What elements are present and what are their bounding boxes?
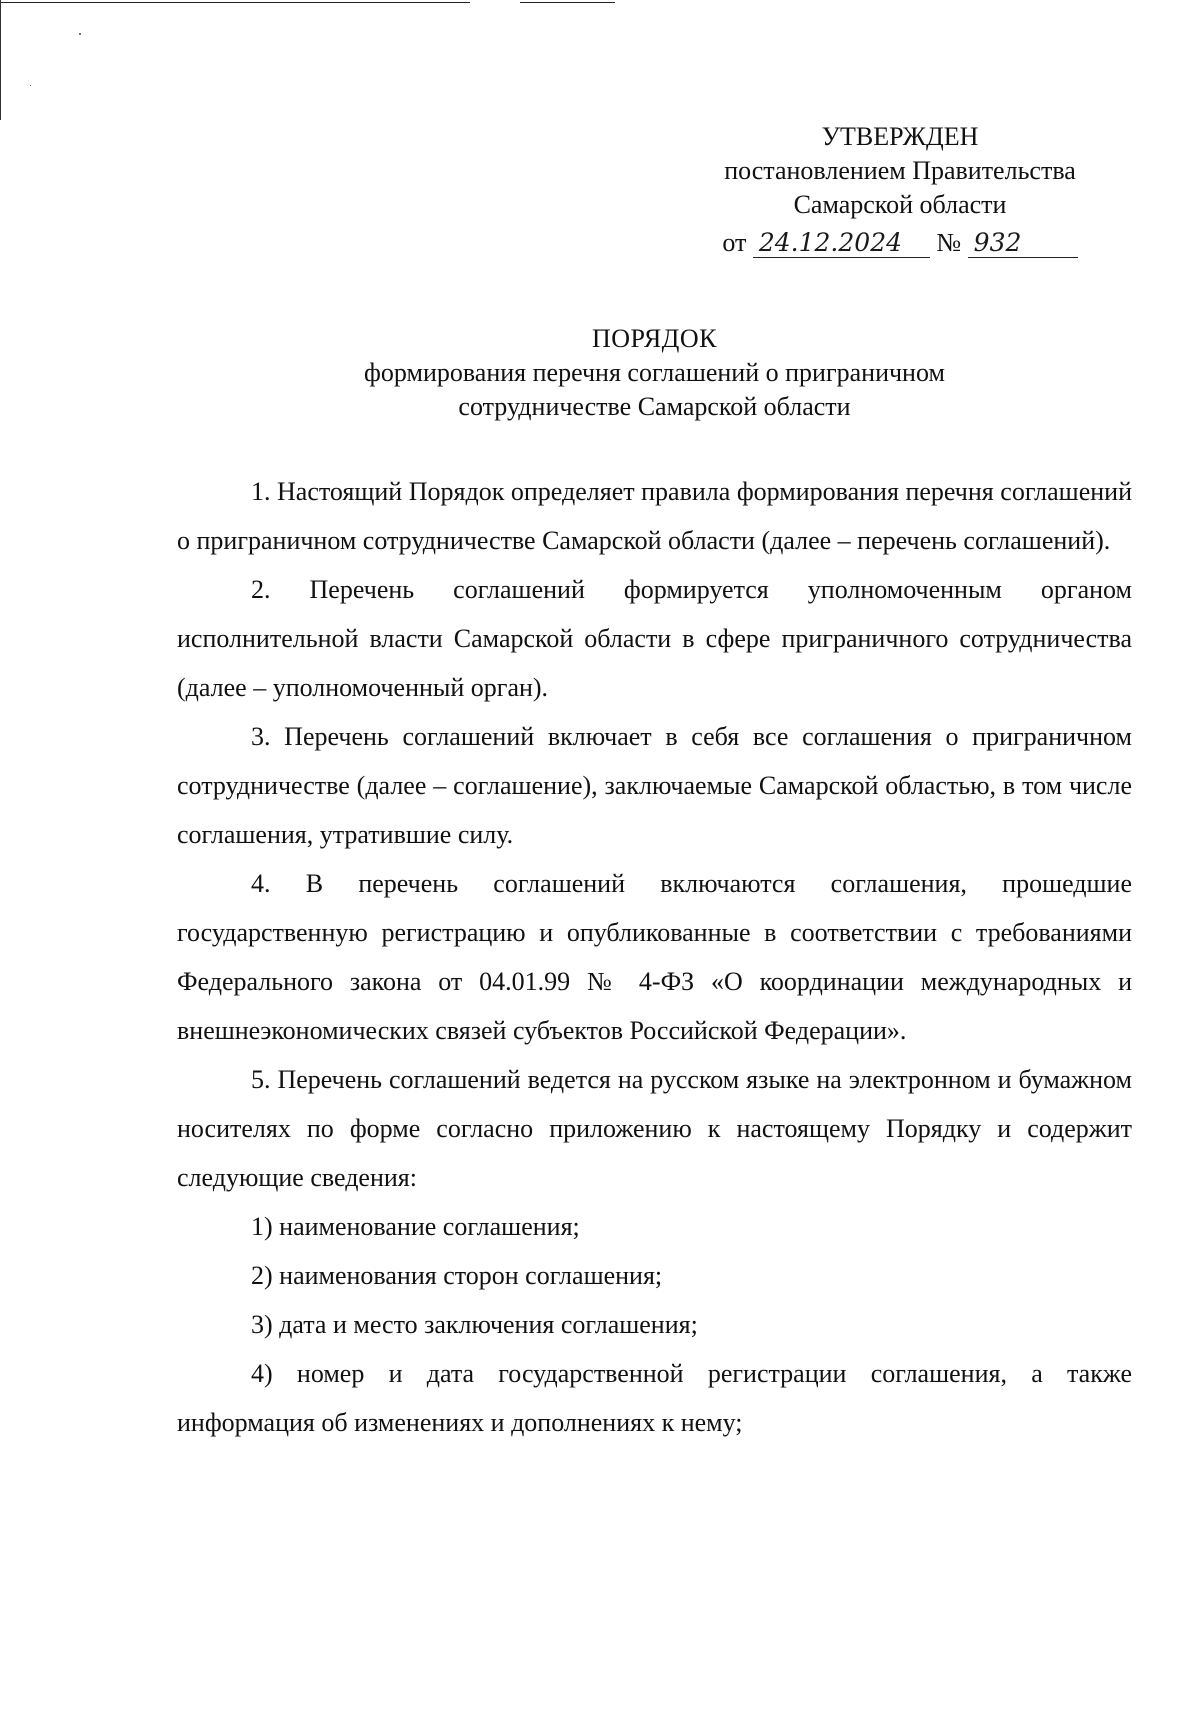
scan-edge-line-top xyxy=(0,2,470,3)
scan-edge-line-top-right xyxy=(520,2,615,3)
list-item-3: 3) дата и место заключения соглашения; xyxy=(251,1310,698,1339)
document-subtitle-line-2: сотрудничестве Самарской области xyxy=(458,392,851,421)
list-item-2: 2) наименования сторон соглашения; xyxy=(251,1261,663,1290)
date-field xyxy=(753,229,930,258)
approval-heading: УТВЕРЖДЕН xyxy=(821,122,979,151)
approval-line-1: постановлением Правительства xyxy=(724,156,1076,185)
paragraph-3: 3. Перечень соглашений включает в себя все соглашения о приграничном сотрудничестве (далее – соглашение), заключаемые Самарской областью, в том числе соглашения, утратившие силу. xyxy=(177,722,1132,849)
document-body xyxy=(177,467,1132,1447)
paragraph-1: 1. Настоящий Порядок определяет правила формирования перечня соглашений о приграничном сотрудничестве Самарской области (далее – перечень соглашений). xyxy=(177,477,1132,555)
document-subtitle-line-1: формирования перечня соглашений о приграничном xyxy=(364,358,945,387)
number-prefix: № xyxy=(936,228,962,257)
paragraph-4: 4. В перечень соглашений включаются соглашения, прошедшие государственную регистрацию и опубликованные в соответствии с требованиями Федерального закона от 04.01.99 № 4-ФЗ «О координации международных и внешнеэкономических связей субъектов Российской Федерации». xyxy=(177,869,1132,1045)
paragraph-2: 2. Перечень соглашений формируется уполномоченным органом исполнительной власти Самарской области в сфере приграничного сотрудничества (далее – уполномоченный орган). xyxy=(177,575,1132,702)
handwritten-number: 932 xyxy=(973,228,1022,257)
number-field xyxy=(968,229,1078,258)
handwritten-date: 24.12.2024 xyxy=(758,228,902,257)
document-title: ПОРЯДОК xyxy=(591,324,718,353)
list-item-4: 4) номер и дата государственной регистрации соглашения, а также информация об изменениях и дополнениях к нему; xyxy=(177,1359,1132,1437)
approval-block xyxy=(650,120,1150,260)
document-title-block xyxy=(177,322,1132,424)
scan-edge-left xyxy=(0,0,1,120)
date-prefix: от xyxy=(722,228,747,257)
scan-speck xyxy=(79,33,81,35)
scan-speck xyxy=(30,85,31,86)
list-item-1: 1) наименование соглашения; xyxy=(251,1212,580,1241)
paragraph-5: 5. Перечень соглашений ведется на русском языке на электронном и бумажном носителях по форме согласно приложению к настоящему Порядку и содержит следующие сведения: xyxy=(177,1065,1132,1192)
approval-date-line xyxy=(650,226,1150,260)
approval-line-2: Самарской области xyxy=(793,190,1007,219)
